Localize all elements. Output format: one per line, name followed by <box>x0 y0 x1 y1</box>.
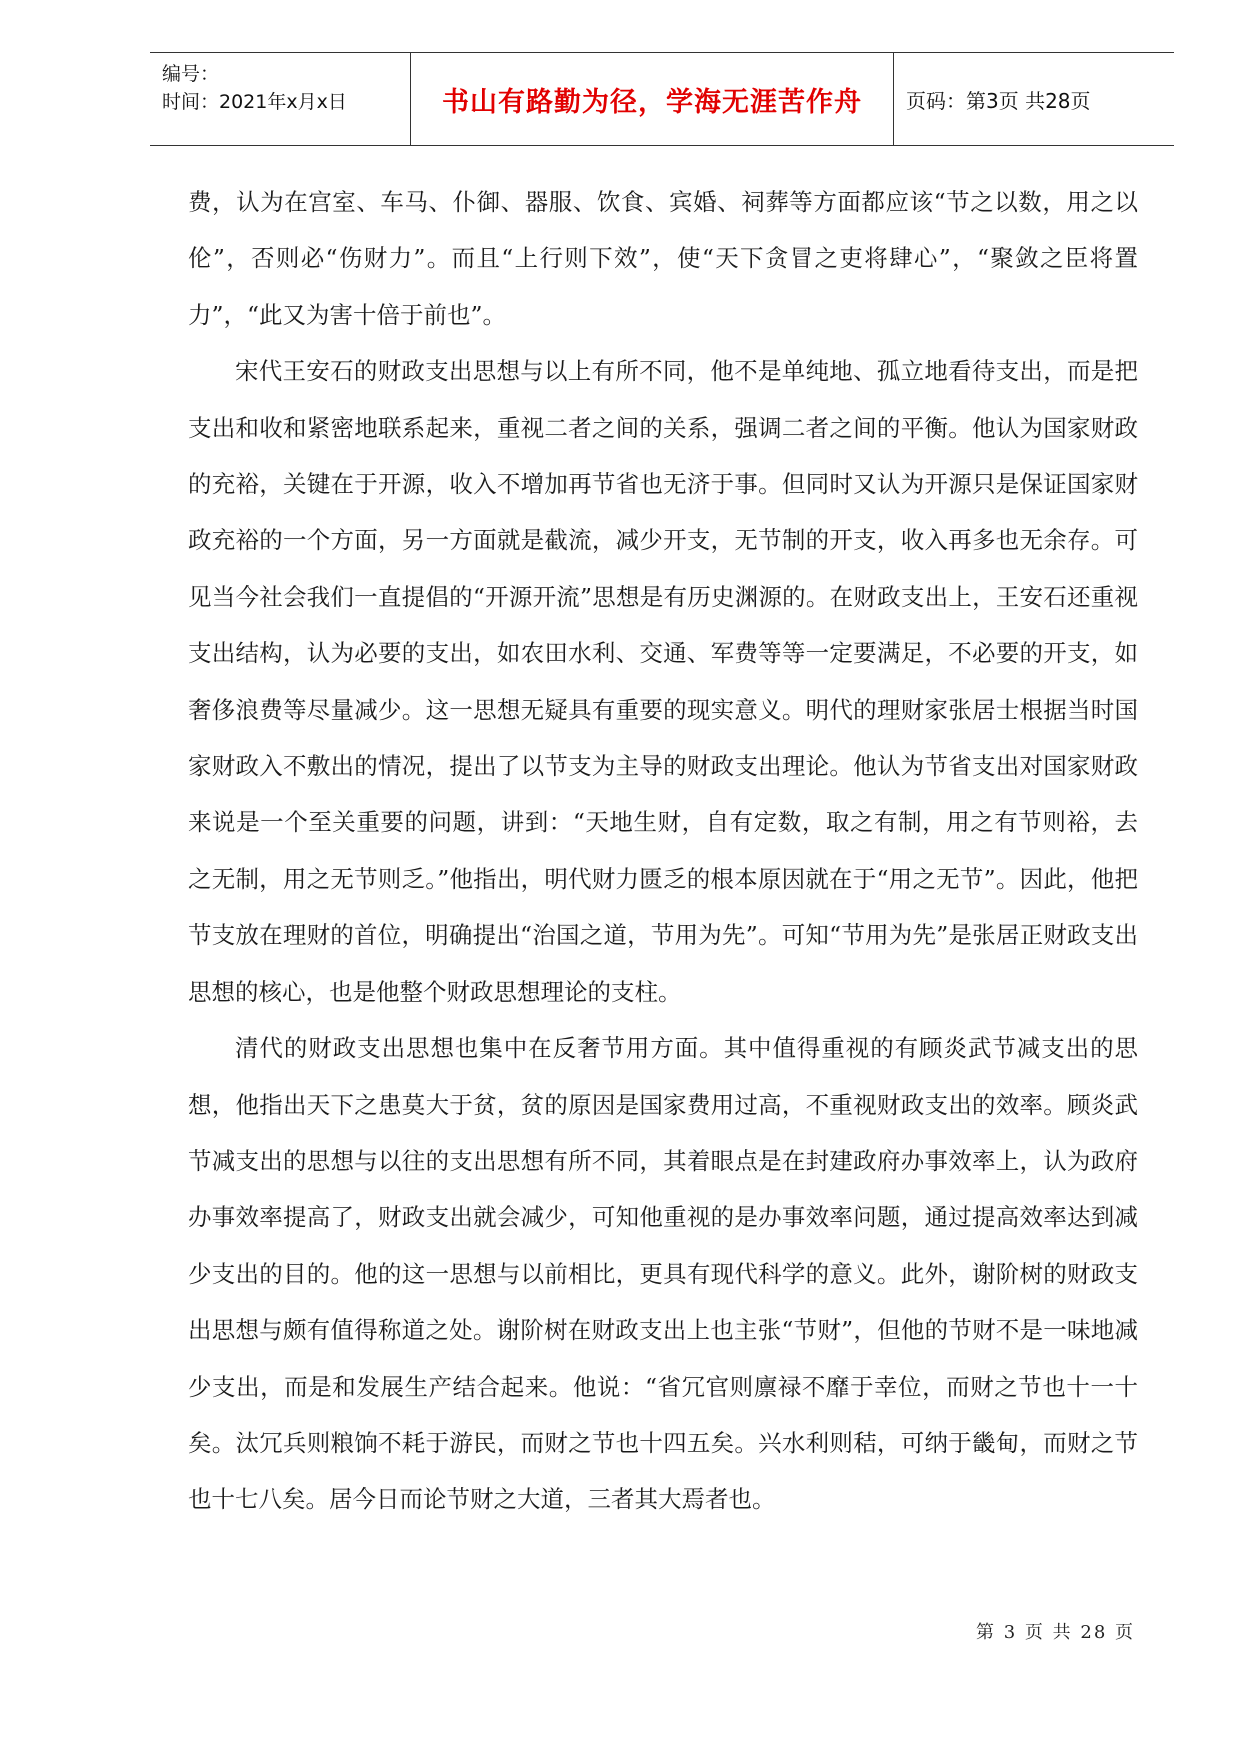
header-motto: 书山有路勤为径，学海无涯苦作舟 <box>442 86 862 118</box>
document-number-label: 编号： <box>162 63 220 85</box>
document-body <box>188 174 1138 1528</box>
page-footer: 第 3 页 共 28 页 <box>976 1622 1135 1643</box>
document-time-label: 时间：2021年x月x日 <box>162 91 347 113</box>
header-meta <box>150 53 410 145</box>
body-paragraph-3: 清代的财政支出思想也集中在反奢节用方面。其中值得重视的有顾炎武节减支出的思想，他指出天下之患莫大于贫，贫的原因是国家费用过高，不重视财政支出的效率。顾炎武节减支出的思想与以往的支出思想有所不同，其着眼点是在封建政府办事效率上，认为政府办事效率提高了，财政支出就会减少，可知他重视的是办事效率问题，通过提高效率达到减少支出的目的。他的这一思想与以前相比，更具有现代科学的意义。此外，谢阶树的财政支出思想与颇有值得称道之处。谢阶树在财政支出上也主张“节财”，但他的节财不是一味地减少支出，而是和发展生产结合起来。他说：“省冗官则廪禄不靡于幸位，而财之节也十一十矣。汰冗兵则粮饷不耗于游民，而财之节也十四五矣。兴水利则秸，可纳于畿甸，而财之节也十七八矣。居今日而论节财之大道，三者其大焉者也。 <box>188 1034 1138 1514</box>
header-motto-cell <box>410 53 894 145</box>
body-paragraph-1: 费，认为在宫室、车马、仆御、器服、饮食、宾婚、祠葬等方面都应该“节之以数，用之以伦”，否则必“伤财力”。而且“上行则下效”，使“天下贪冒之吏将肆心”，“聚敛之臣将置力”，“此又为害十倍于前也”。 <box>188 188 1138 329</box>
header-page-number: 页码：第3页 共28页 <box>906 88 1091 113</box>
page-header <box>150 52 1174 146</box>
body-paragraph-2: 宋代王安石的财政支出思想与以上有所不同，他不是单纯地、孤立地看待支出，而是把支出和收和紧密地联系起来，重视二者之间的关系，强调二者之间的平衡。他认为国家财政的充裕，关键在于开源，收入不增加再节省也无济于事。但同时又认为开源只是保证国家财政充裕的一个方面，另一方面就是截流，减少开支，无节制的开支，收入再多也无余存。可见当今社会我们一直提倡的“开源开流”思想是有历史渊源的。在财政支出上，王安石还重视支出结构，认为必要的支出，如农田水利、交通、军费等等一定要满足，不必要的开支，如奢侈浪费等尽量减少。这一思想无疑具有重要的现实意义。明代的理财家张居士根据当时国家财政入不敷出的情况，提出了以节支为主导的财政支出理论。他认为节省支出对国家财政来说是一个至关重要的问题，讲到：“天地生财，自有定数，取之有制，用之有节则裕，去之无制，用之无节则乏。”他指出，明代财力匮乏的根本原因就在于“用之无节”。因此，他把节支放在理财的首位，明确提出“治国之道，节用为先”。可知“节用为先”是张居正财政支出思想的核心，也是他整个财政思想理论的支柱。 <box>188 357 1138 1006</box>
header-page-cell <box>894 53 1174 145</box>
